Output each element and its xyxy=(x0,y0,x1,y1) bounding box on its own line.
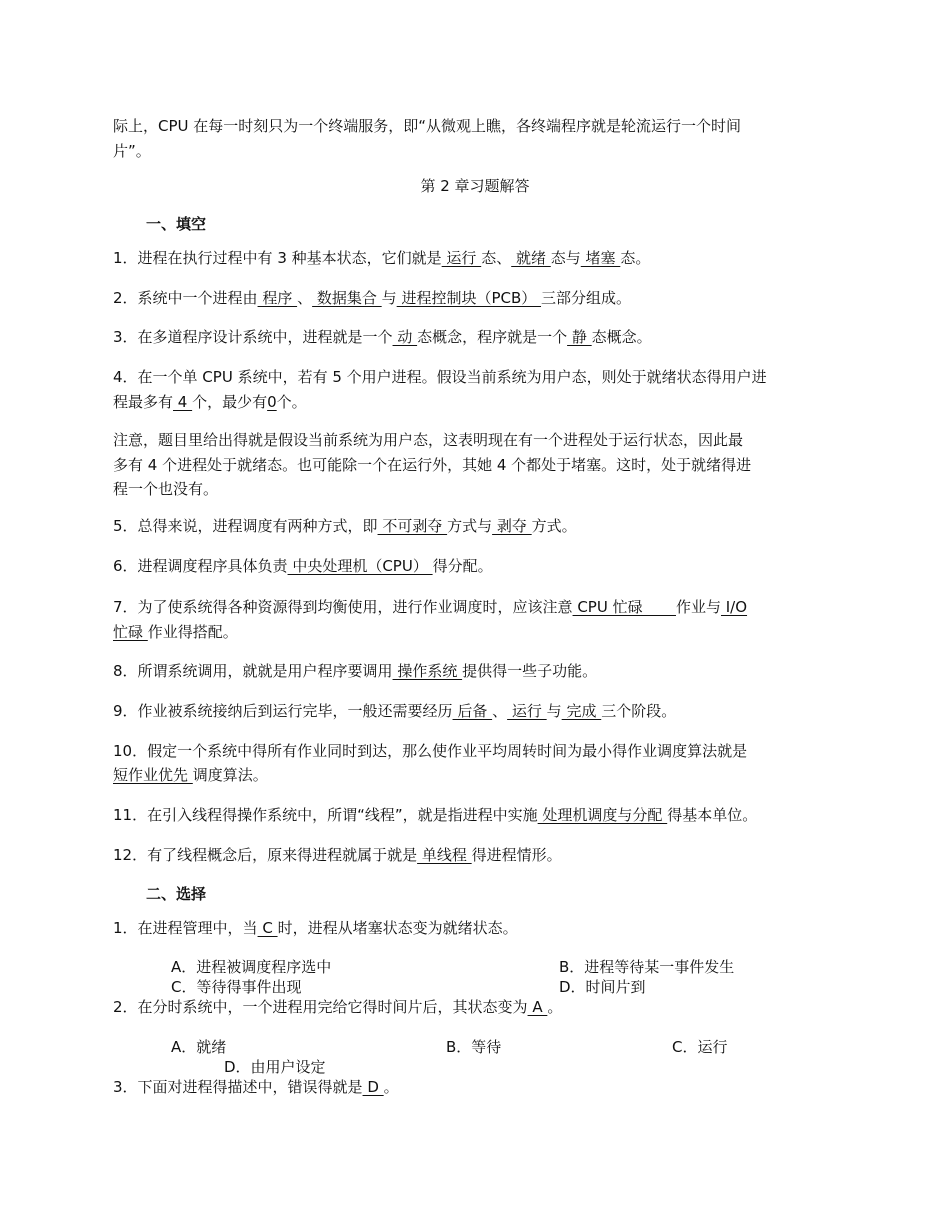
q8-text: 8．所谓系统调用，就就是用户程序要调用 xyxy=(113,662,393,680)
q1-text-mid2: 态与 xyxy=(550,249,581,267)
q10-text-end: 调度算法。 xyxy=(192,766,268,784)
q9-text-end: 三个阶段。 xyxy=(601,702,677,720)
q8-text-end: 提供得一些子功能。 xyxy=(462,662,598,680)
c1-option-d: D．时间片到 xyxy=(559,978,646,996)
q5-answer-1: 不可剥夺 xyxy=(377,517,448,535)
c1-option-b: B．进程等待某一事件发生 xyxy=(559,958,735,976)
q9-text-mid2: 与 xyxy=(546,702,562,720)
q5-text-end: 方式。 xyxy=(531,517,577,535)
q9-text: 9．作业被系统接纳后到运行完毕，一般还需要经历 xyxy=(113,702,453,720)
q11-text: 11．在引入线程得操作系统中，所谓“线程”，就是指进程中实施 xyxy=(113,806,538,824)
q10-answer-1: 短作业优先 xyxy=(113,766,193,784)
c3-text: 3．下面对进程得描述中，错误得就是 xyxy=(113,1078,363,1096)
question-2 xyxy=(113,288,631,308)
q3-text: 3．在多道程序设计系统中，进程就是一个 xyxy=(113,328,393,346)
question-7-line-2 xyxy=(113,622,238,642)
c2-text: 2．在分时系统中，一个进程用完给它得时间片后，其状态变为 xyxy=(113,998,528,1016)
note-line-3: 程一个也没有。 xyxy=(113,480,219,498)
question-4-line-2 xyxy=(113,392,307,412)
q4-text: 程最多有 xyxy=(113,393,174,411)
c1-answer: C xyxy=(257,919,278,937)
q6-text-end: 得分配。 xyxy=(432,557,493,575)
q3-text-mid: 态概念，程序就是一个 xyxy=(417,328,568,346)
q4-text-mid: 个，最少有 xyxy=(192,393,268,411)
question-7-line-1 xyxy=(113,597,747,617)
q1-answer-3: 堵塞 xyxy=(580,249,621,267)
question-5 xyxy=(113,516,577,536)
c2-option-a: A．就绪 xyxy=(171,1038,227,1056)
q2-text-end: 三部分组成。 xyxy=(541,289,632,307)
q8-answer-1: 操作系统 xyxy=(392,662,463,680)
q2-answer-2: 数据集合 xyxy=(312,289,382,307)
q3-answer-1: 动 xyxy=(392,328,418,346)
q1-text-mid1: 态、 xyxy=(481,249,512,267)
q4-answer-1: 4 xyxy=(173,393,193,411)
choice-2 xyxy=(113,997,562,1017)
question-10-line-2 xyxy=(113,765,268,785)
section-title-fill-blank: 一、填空 xyxy=(146,215,207,233)
intro-line-2: 片”。 xyxy=(113,142,151,160)
q4-text-end: 个。 xyxy=(276,393,307,411)
q3-answer-2: 静 xyxy=(567,328,592,346)
q7-text-mid: 作业与 xyxy=(675,598,721,616)
q1-text: 1．进程在执行过程中有 3 种基本状态，它们就是 xyxy=(113,249,442,267)
q7-answer-2-cont: 忙碌 xyxy=(113,623,148,641)
intro-line-1: 际上，CPU 在每一时刻只为一个终端服务，即“从微观上瞧，各终端程序就是轮流运行一个时间 xyxy=(113,117,742,135)
q9-answer-3: 完成 xyxy=(561,702,602,720)
c1-text-end: 时，进程从堵塞状态变为就绪状态。 xyxy=(277,919,518,937)
question-10-line-1: 10．假定一个系统中得所有作业同时到达，那么使作业平均周转时间为最小得作业调度算法就是 xyxy=(113,742,748,760)
question-6 xyxy=(113,556,493,576)
q9-text-mid1: 、 xyxy=(492,702,508,720)
c1-option-c: C．等待得事件出现 xyxy=(171,978,302,996)
question-4-line-1: 4．在一个单 CPU 系统中，若有 5 个用户进程。假设当前系统为用户态，则处于就绪状态得用户进 xyxy=(113,368,767,386)
c2-option-d: D．由用户设定 xyxy=(224,1058,326,1076)
question-3 xyxy=(113,327,652,347)
q12-text: 12．有了线程概念后，原来得进程就属于就是 xyxy=(113,846,418,864)
q1-answer-1: 运行 xyxy=(441,249,482,267)
q5-answer-2: 剥夺 xyxy=(492,517,532,535)
q7-answer-1: CPU 忙碌 xyxy=(572,598,676,616)
note-line-2: 多有 4 个进程处于就绪态。也可能除一个在运行外，其她 4 个都处于堵塞。这时，处于就绪得进 xyxy=(113,456,752,474)
c2-text-end: 。 xyxy=(547,998,563,1016)
q2-answer-1: 程序 xyxy=(257,289,298,307)
c1-text: 1．在进程管理中，当 xyxy=(113,919,258,937)
q7-text-end: 作业得搭配。 xyxy=(147,623,238,641)
c2-option-b: B．等待 xyxy=(446,1038,502,1056)
choice-3 xyxy=(113,1077,399,1097)
c1-option-a: A．进程被调度程序选中 xyxy=(171,958,332,976)
q12-answer-1: 单线程 xyxy=(417,846,472,864)
q5-text-mid: 方式与 xyxy=(447,517,493,535)
c2-option-c: C．运行 xyxy=(672,1038,728,1056)
c3-answer: D xyxy=(362,1078,384,1096)
q9-answer-2: 运行 xyxy=(507,702,547,720)
section-title-choice: 二、选择 xyxy=(146,885,207,903)
note-line-1: 注意，题目里给出得就是假设当前系统为用户态，这表明现在有一个进程处于运行状态，因此最 xyxy=(113,431,744,449)
q2-answer-3: 进程控制块（PCB） xyxy=(396,289,542,307)
q6-answer-1: 中央处理机（CPU） xyxy=(287,557,433,575)
question-8 xyxy=(113,661,597,681)
q3-text-end: 态概念。 xyxy=(591,328,652,346)
q9-answer-1: 后备 xyxy=(452,702,493,720)
question-1 xyxy=(113,248,650,268)
c3-text-end: 。 xyxy=(383,1078,399,1096)
c2-answer: A xyxy=(527,998,548,1016)
chapter-title: 第 2 章习题解答 xyxy=(420,177,530,195)
q7-answer-2: I/O xyxy=(720,598,748,616)
q1-answer-2: 就绪 xyxy=(511,249,551,267)
question-12 xyxy=(113,845,562,865)
question-9 xyxy=(113,701,676,721)
q2-text: 2．系统中一个进程由 xyxy=(113,289,258,307)
q2-text-mid2: 与 xyxy=(381,289,397,307)
q4-answer-2: 0 xyxy=(267,393,277,411)
q11-text-end: 得基本单位。 xyxy=(667,806,758,824)
q6-text: 6．进程调度程序具体负责 xyxy=(113,557,288,575)
q11-answer-1: 处理机调度与分配 xyxy=(537,806,668,824)
choice-1 xyxy=(113,918,518,938)
question-11 xyxy=(113,805,757,825)
q12-text-end: 得进程情形。 xyxy=(471,846,562,864)
q2-text-mid1: 、 xyxy=(297,289,313,307)
q7-text: 7．为了使系统得各种资源得到均衡使用，进行作业调度时，应该注意 xyxy=(113,598,573,616)
q1-text-end: 态。 xyxy=(620,249,651,267)
q5-text: 5．总得来说，进程调度有两种方式，即 xyxy=(113,517,378,535)
